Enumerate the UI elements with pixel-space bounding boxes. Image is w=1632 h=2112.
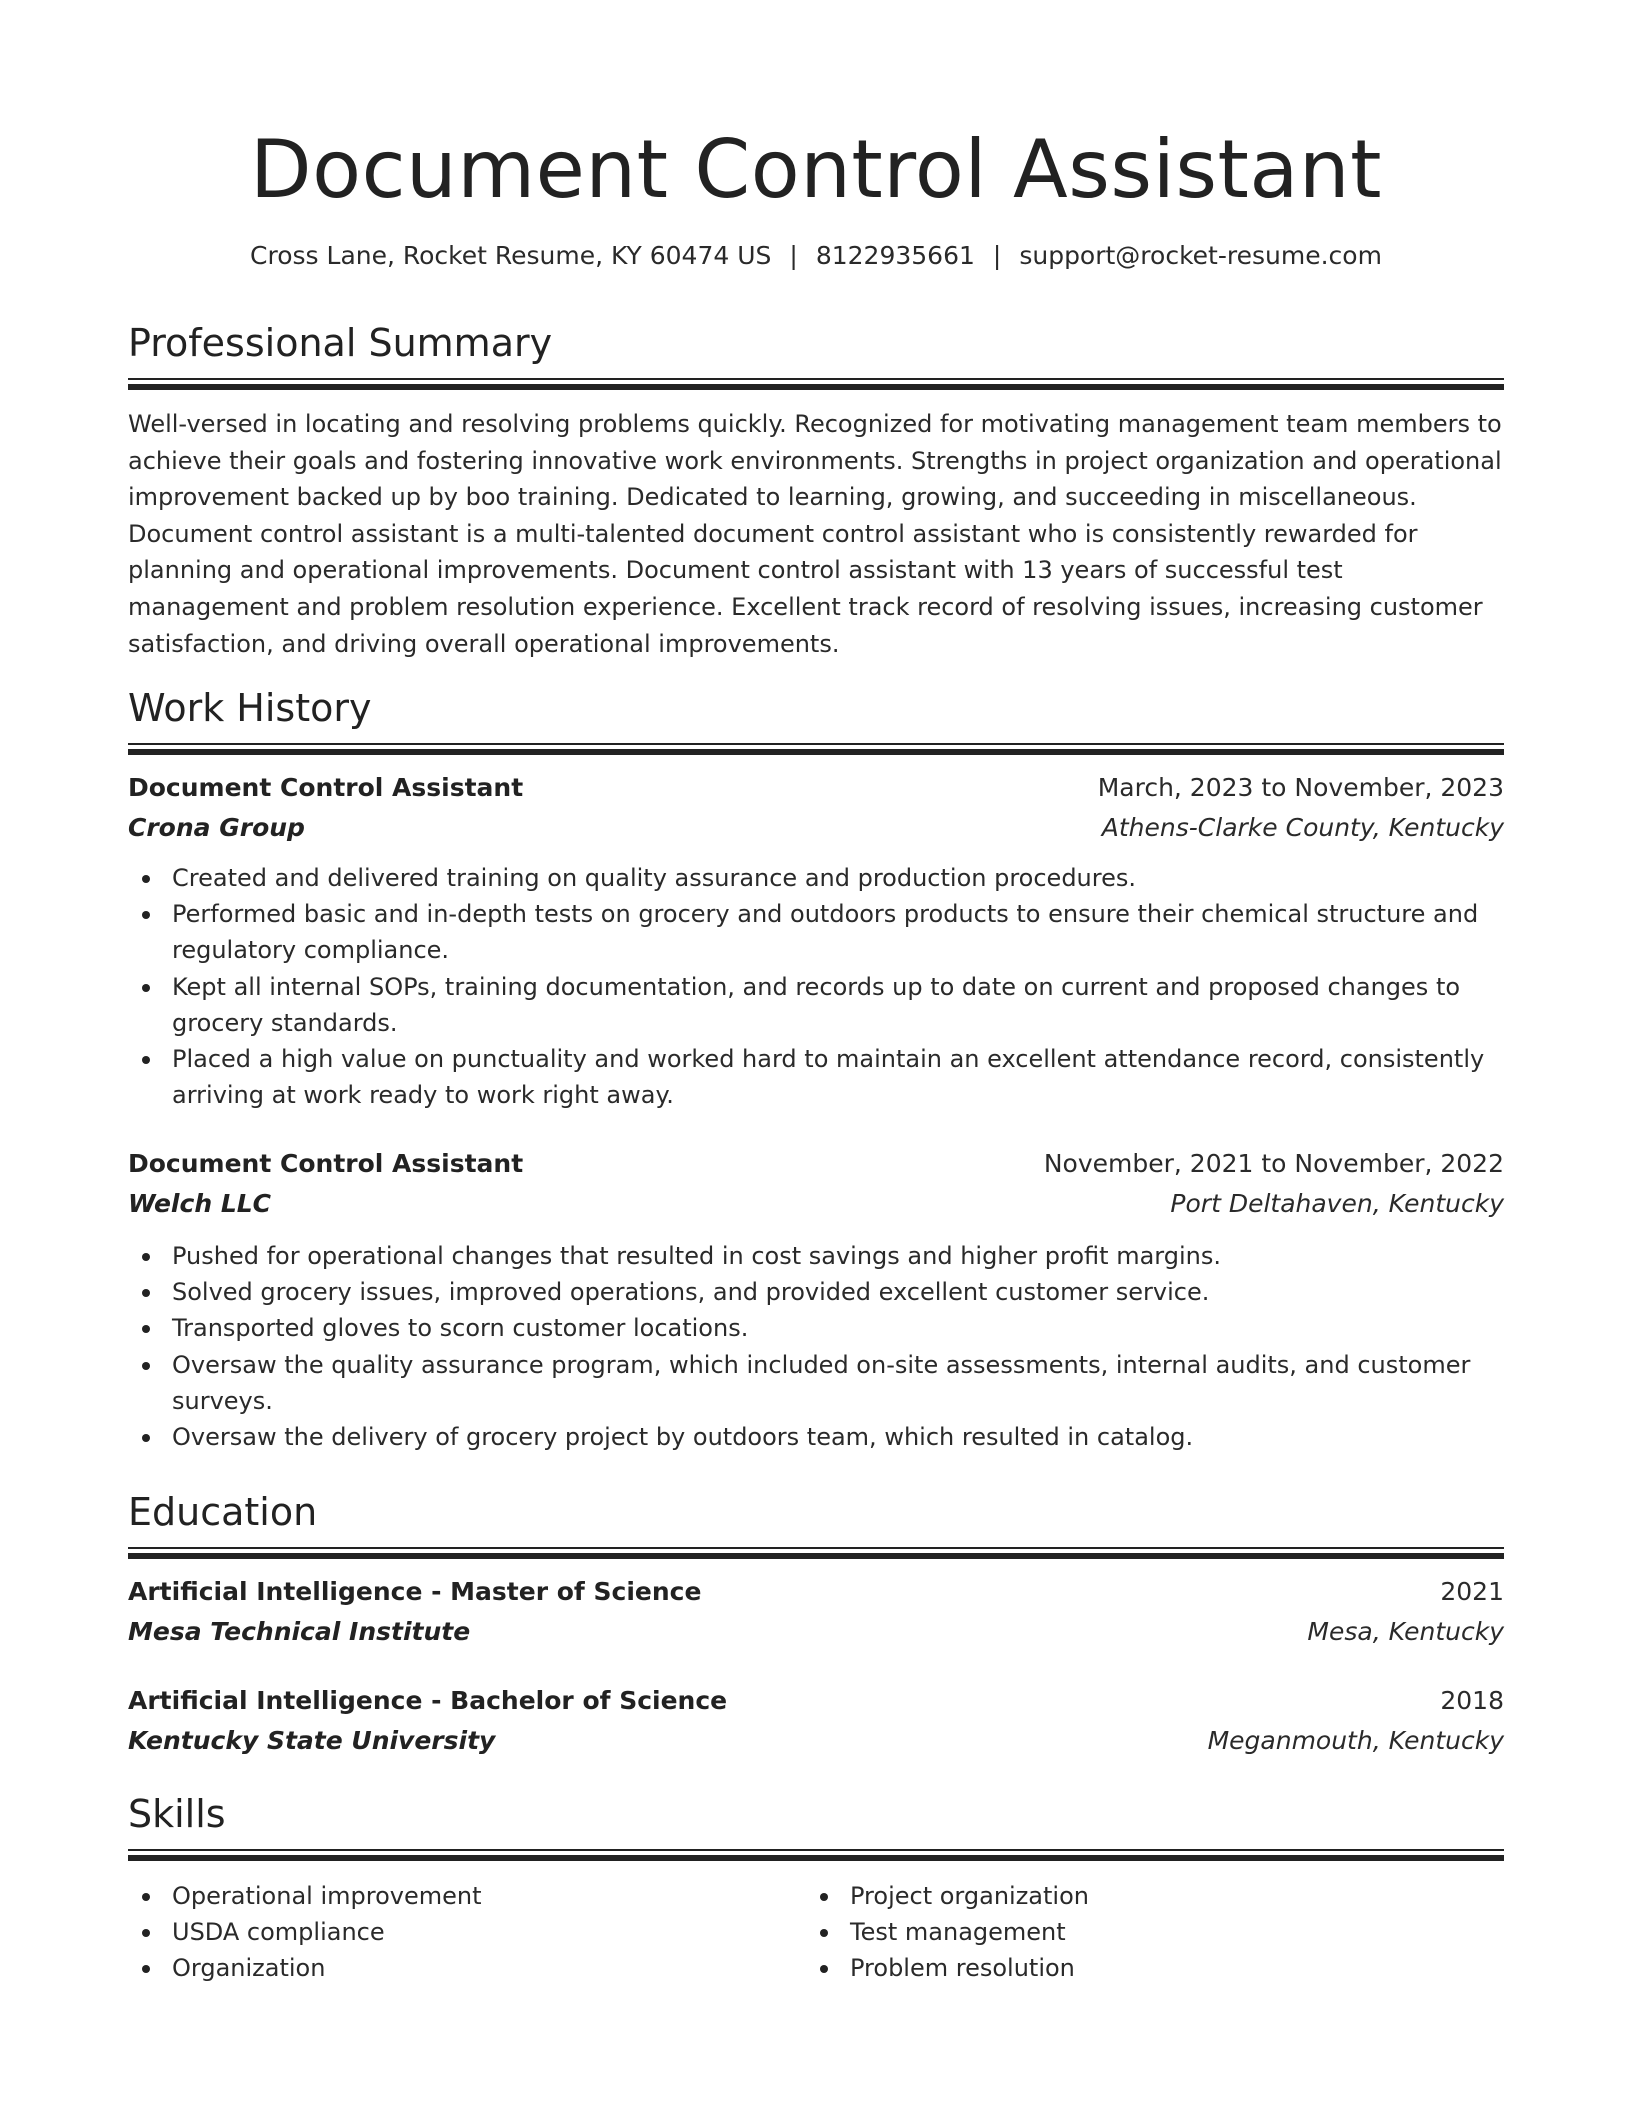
education-year: 2018: [1440, 1686, 1504, 1715]
skill-item: Operational improvement: [128, 1878, 806, 1914]
job-entry: [128, 768, 1504, 1113]
education-entry: [128, 1572, 1504, 1652]
job-bullet: Solved grocery issues, improved operations, and provided excellent customer service.: [128, 1274, 1504, 1310]
education-degree: Artificial Intelligence - Bachelor of Science: [128, 1686, 728, 1715]
job-bullet: Created and delivered training on quality assurance and production procedures.: [128, 860, 1504, 896]
job-bullet: Transported gloves to scorn customer locations.: [128, 1310, 1504, 1346]
job-bullet: Performed basic and in-depth tests on grocery and outdoors products to ensure their chemical structure and regulatory compliance.: [128, 896, 1504, 968]
job-bullet: Placed a high value on punctuality and worked hard to maintain an excellent attendance record, consistently arriving at work ready to work right away.: [128, 1041, 1504, 1113]
section-divider: [128, 378, 1504, 380]
job-dates: March, 2023 to November, 2023: [1097, 773, 1504, 802]
education-degree: Artificial Intelligence - Master of Science: [128, 1577, 702, 1606]
education-section-header: [128, 1487, 1504, 1559]
skills-section-header: [128, 1789, 1504, 1861]
job-location: Port Deltahaven, Kentucky: [1170, 1189, 1504, 1218]
skills-column-right: [806, 1878, 1484, 1987]
job-location: Athens-Clarke County, Kentucky: [1101, 813, 1504, 842]
job-bullet: Pushed for operational changes that resulted in cost savings and higher profit margins.: [128, 1238, 1504, 1274]
job-entry: [128, 1144, 1504, 1455]
contact-separator: |: [789, 241, 798, 270]
job-header-row: [128, 768, 1504, 808]
job-bullet: Oversaw the delivery of grocery project by outdoors team, which resulted in catalog.: [128, 1419, 1504, 1455]
skill-item: Problem resolution: [806, 1950, 1484, 1986]
skill-item: Project organization: [806, 1878, 1484, 1914]
section-divider: [128, 1553, 1504, 1559]
job-header-row: [128, 1144, 1504, 1184]
education-year: 2021: [1440, 1577, 1504, 1606]
job-dates: November, 2021 to November, 2022: [1043, 1149, 1504, 1178]
education-location: Meganmouth, Kentucky: [1207, 1726, 1504, 1755]
job-company: Welch LLC: [128, 1189, 272, 1218]
contact-email: support@rocket-resume.com: [1019, 241, 1382, 270]
education-entry: [128, 1681, 1504, 1761]
skills-column-left: [128, 1878, 806, 1987]
skill-item: Organization: [128, 1950, 806, 1986]
section-divider: [128, 1855, 1504, 1861]
job-bullets: [128, 1238, 1504, 1455]
section-divider: [128, 749, 1504, 755]
education-school: Kentucky State University: [128, 1726, 496, 1755]
skills-list: [128, 1878, 1504, 1987]
skill-item: USDA compliance: [128, 1914, 806, 1950]
job-bullets: [128, 860, 1504, 1113]
education-header-row: [128, 1681, 1504, 1721]
section-title-work: Work History: [128, 686, 372, 730]
skill-item: Test management: [806, 1914, 1484, 1950]
work-section-header: [128, 683, 1504, 755]
section-title-education: Education: [128, 1490, 318, 1534]
summary-section-header: [128, 318, 1504, 390]
contact-address: Cross Lane, Rocket Resume, KY 60474 US: [250, 241, 772, 270]
job-title: Document Control Assistant: [128, 773, 524, 802]
education-school-row: [128, 1721, 1504, 1761]
section-title-summary: Professional Summary: [128, 321, 553, 365]
section-divider: [128, 1547, 1504, 1549]
contact-line: [128, 238, 1504, 274]
contact-phone: 8122935661: [815, 241, 975, 270]
candidate-name: Document Control Assistant: [250, 123, 1382, 216]
section-divider: [128, 1849, 1504, 1851]
section-divider: [128, 384, 1504, 390]
job-company: Crona Group: [128, 813, 305, 842]
job-title: Document Control Assistant: [128, 1149, 524, 1178]
education-school: Mesa Technical Institute: [128, 1617, 471, 1646]
education-school-row: [128, 1612, 1504, 1652]
job-company-row: [128, 808, 1504, 848]
section-title-skills: Skills: [128, 1792, 226, 1836]
education-location: Mesa, Kentucky: [1307, 1617, 1504, 1646]
job-company-row: [128, 1184, 1504, 1224]
education-header-row: [128, 1572, 1504, 1612]
section-divider: [128, 743, 1504, 745]
contact-separator: |: [992, 241, 1002, 270]
job-bullet: Oversaw the quality assurance program, which included on-site assessments, internal audits, and customer surveys.: [128, 1347, 1504, 1419]
job-bullet: Kept all internal SOPs, training documentation, and records up to date on current and proposed changes to grocery standards.: [128, 969, 1504, 1041]
summary-text: Well-versed in locating and resolving problems quickly. Recognized for motivating management team members to achieve their goals and fostering innovative work environments. Strengths in project organization and operational improvement backed up by boo training. Dedicated to learning, growing, and succeeding in miscellaneous. Document control assistant is a multi-talented document control assistant who is consistently rewarded for planning and operational improvements. Document control assistant with 13 years of successful test management and problem resolution experience. Excellent track record of resolving issues, increasing customer satisfaction, and driving overall operational improvements.: [128, 410, 1502, 658]
